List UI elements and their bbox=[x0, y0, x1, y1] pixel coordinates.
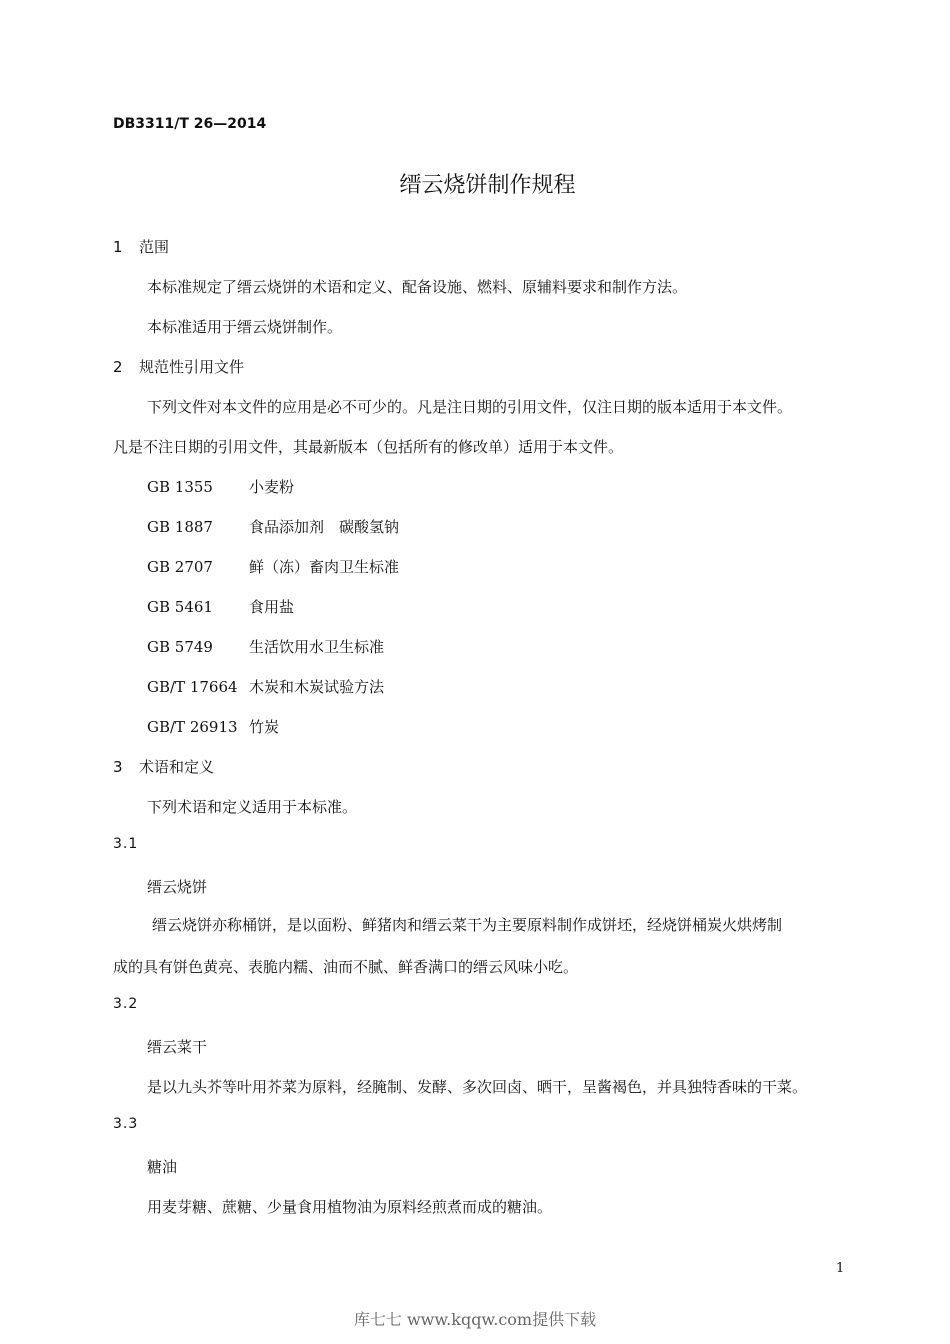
term-definition: 成的具有饼色黄亮、表脆内糯、油而不腻、鲜香满口的缙云风味小吃。 bbox=[113, 958, 579, 976]
paragraph: 本标准适用于缙云烧饼制作。 bbox=[147, 318, 343, 336]
paragraph: 凡是不注日期的引用文件，其最新版本（包括所有的修改单）适用于本文件。 bbox=[113, 438, 624, 456]
reference-item bbox=[147, 636, 384, 657]
subsection-number: 3.3 bbox=[113, 1116, 139, 1132]
subsection-number: 3.1 bbox=[113, 836, 139, 852]
reference-code: GB 2707 bbox=[147, 558, 213, 576]
term-title: 缙云烧饼 bbox=[147, 878, 208, 896]
reference-item bbox=[147, 716, 279, 737]
term-title: 缙云菜干 bbox=[147, 1038, 208, 1056]
reference-item bbox=[147, 596, 294, 617]
reference-title: 鲜（冻）畜肉卫生标准 bbox=[249, 558, 400, 576]
term-definition: 用麦芽糖、蔗糖、少量食用植物油为原料经煎煮而成的糖油。 bbox=[147, 1198, 553, 1216]
download-footer: 库七七 www.kqqw.com提供下载 bbox=[353, 1310, 597, 1329]
subsection-number: 3.2 bbox=[113, 996, 139, 1012]
term-definition: 是以九头芥等叶用芥菜为原料，经腌制、发酵、多次回卤、晒干，呈酱褐色，并具独特香味的干菜。 bbox=[147, 1078, 808, 1096]
reference-code: GB 1887 bbox=[147, 518, 213, 536]
section-number: 1 bbox=[113, 238, 123, 256]
reference-item bbox=[147, 676, 384, 697]
section-title: 术语和定义 bbox=[139, 758, 215, 776]
reference-code: GB 5749 bbox=[147, 638, 213, 656]
paragraph: 下列文件对本文件的应用是必不可少的。凡是注日期的引用文件，仅注日期的版本适用于本文件。 bbox=[147, 398, 793, 416]
page-number: 1 bbox=[836, 1261, 845, 1276]
section-1-heading bbox=[113, 236, 169, 257]
reference-item bbox=[147, 476, 294, 497]
reference-title: 小麦粉 bbox=[249, 478, 295, 496]
reference-code: GB/T 17664 bbox=[147, 678, 238, 696]
section-2-heading bbox=[113, 356, 244, 377]
reference-title: 木炭和木炭试验方法 bbox=[249, 678, 385, 696]
reference-title: 生活饮用水卫生标准 bbox=[249, 638, 385, 656]
document-number: DB3311/T 26—2014 bbox=[113, 116, 267, 132]
reference-item bbox=[147, 556, 399, 577]
paragraph: 本标准规定了缙云烧饼的术语和定义、配备设施、燃料、原辅料要求和制作方法。 bbox=[147, 278, 688, 296]
reference-code: GB 1355 bbox=[147, 478, 213, 496]
section-3-heading bbox=[113, 756, 214, 777]
reference-code: GB/T 26913 bbox=[147, 718, 238, 736]
reference-title: 竹炭 bbox=[249, 718, 280, 736]
section-number: 2 bbox=[113, 358, 123, 376]
reference-code: GB 5461 bbox=[147, 598, 213, 616]
term-title: 糖油 bbox=[147, 1158, 178, 1176]
term-definition: 缙云烧饼亦称桶饼，是以面粉、鲜猪肉和缙云菜干为主要原料制作成饼坯，经烧饼桶炭火烘烤制 bbox=[152, 916, 783, 934]
reference-title: 食品添加剂 碳酸氢钠 bbox=[249, 518, 400, 536]
reference-title: 食用盐 bbox=[249, 598, 295, 616]
section-number: 3 bbox=[113, 758, 123, 776]
page-title: 缙云烧饼制作规程 bbox=[399, 173, 576, 198]
section-title: 规范性引用文件 bbox=[139, 358, 245, 376]
section-title: 范围 bbox=[139, 238, 170, 256]
reference-item bbox=[147, 516, 399, 537]
paragraph: 下列术语和定义适用于本标准。 bbox=[147, 798, 358, 816]
